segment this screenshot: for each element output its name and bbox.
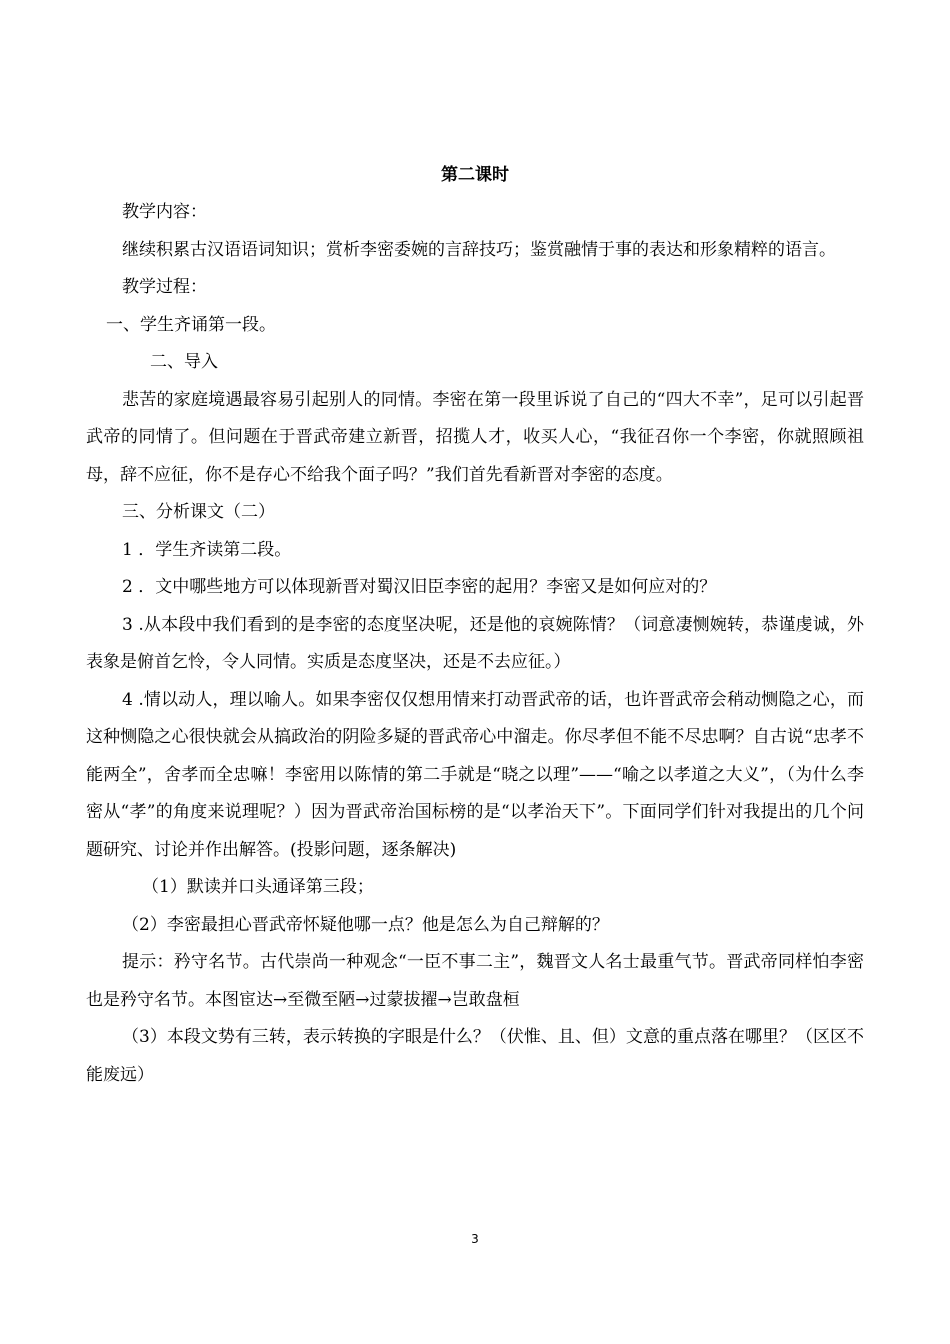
paragraph-introduction: 悲苦的家庭境遇最容易引起别人的同情。李密在第一段里诉说了自己的“四大不幸”，足可以引起晋武帝的同情了。但问题在于晋武帝建立新晋，招揽人才，收买人心，“我征召你一个李密，你就照顾祖母，辞不应征，你不是存心不给我个面子吗？”我们首先看新晋对李密的态度。 — [86, 389, 864, 485]
paragraph-question-2: （2）李密最担心晋武帝怀疑他哪一点？他是怎么为自己辩解的？ — [122, 914, 609, 935]
page-number: 3 — [471, 1232, 479, 1246]
paragraph-item-2: 2 ．文中哪些地方可以体现新晋对蜀汉旧臣李密的起用？李密又是如何应对的？ — [122, 577, 717, 597]
paragraph-item-3: 3 .从本段中我们看到的是李密的态度坚决呢，还是他的哀婉陈情？（词意凄恻婉转，恭谨虔诚，外表象是俯首乞怜，令人同情。实质是态度坚决，还是不去应征。） — [86, 614, 864, 672]
paragraph-question-3: （3）本段文势有三转，表示转换的字眼是什么？（伏惟、且、但）文意的重点落在哪里？（区区不能废远） — [86, 1027, 864, 1085]
paragraph-teaching-process-label: 教学过程： — [122, 277, 207, 297]
paragraph-step-two: 二、导入 — [150, 352, 218, 372]
lesson-title: 第二课时 — [441, 165, 509, 185]
paragraph-question-1: （1）默读并口头通译第三段； — [142, 877, 374, 897]
paragraph-hint: 提示：矜守名节。古代崇尚一种观念“一臣不事二主”，魏晋文人名士最重气节。晋武帝同样怕李密也是矜守名节。本图宦达→至微至陋→过蒙拔擢→岂敢盘桓 — [86, 952, 864, 1010]
paragraph-teaching-content-label: 教学内容： — [122, 202, 207, 222]
document-body — [86, 194, 864, 1094]
paragraph-step-three: 三、分析课文（二） — [122, 502, 275, 522]
paragraph-item-1: 1 ．学生齐读第二段。 — [122, 539, 292, 560]
paragraph-item-4: 4 .情以动人，理以喻人。如果李密仅仅想用情来打动晋武帝的话，也许晋武帝会稍动恻隐之心，而这种恻隐之心很快就会从搞政治的阴险多疑的晋武帝心中溜走。你尽孝但不能不尽忠啊？自古说“忠孝不能两全”，舍孝而全忠嘛！李密用以陈情的第二手就是“晓之以理”——“喻之以孝道之大义”，（为什么李密从“孝”的角度来说理呢？）因为晋武帝治国标榜的是“以孝治天下”。下面同学们针对我提出的几个问题研究、讨论并作出解答。(投影问题，逐条解决) — [86, 689, 864, 860]
paragraph-step-one: 一、学生齐诵第一段。 — [106, 314, 276, 335]
paragraph-teaching-content: 继续积累古汉语语词知识；赏析李密委婉的言辞技巧；鉴赏融情于事的表达和形象精粹的语言。 — [122, 239, 836, 260]
